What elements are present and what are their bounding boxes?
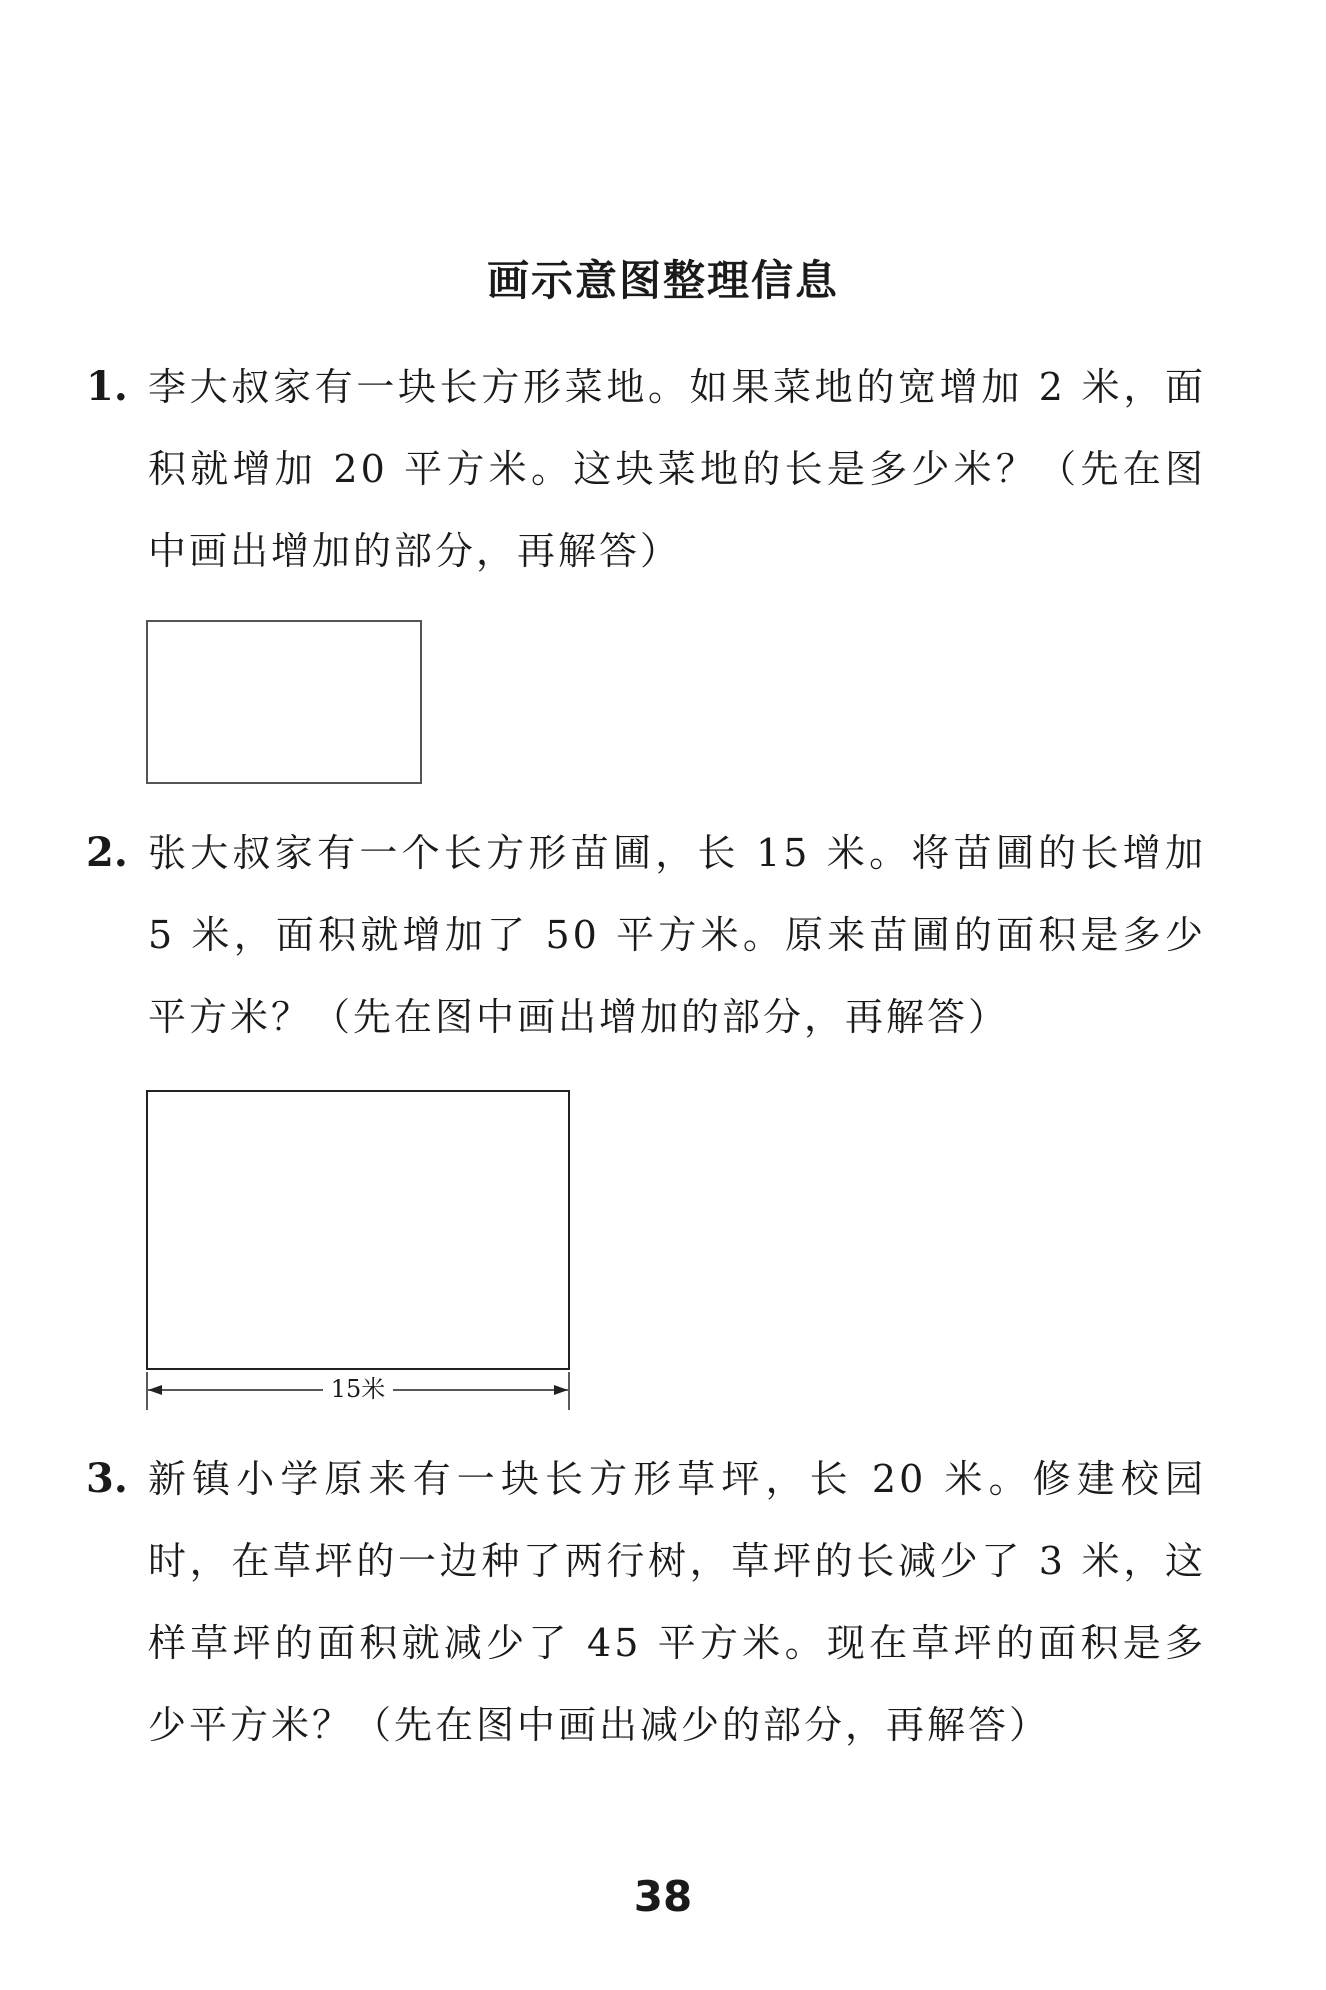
- page-number: 38: [633, 1872, 693, 1921]
- problem-3: [86, 1438, 1206, 1766]
- problem-1: [86, 346, 1206, 592]
- problem-text: 李大叔家有一块长方形菜地。如果菜地的宽增加 2 米，面积就增加 20 平方米。这块菜地的长是多少米？（先在图中画出增加的部分，再解答）: [148, 365, 1206, 573]
- problem-number: 1.: [86, 363, 128, 410]
- page-title: 画示意图整理信息: [486, 256, 839, 305]
- problem-text: 新镇小学原来有一块长方形草坪，长 20 米。修建校园时，在草坪的一边种了两行树，草坪的长减少了 3 米，这样草坪的面积就减少了 45 平方米。现在草坪的面积是多少平方米？（先在图中画出减少的部分，再解答）: [148, 1457, 1206, 1747]
- problem-2: [86, 812, 1206, 1058]
- rectangle-figure-2[interactable]: [146, 1090, 570, 1370]
- problem-text: 张大叔家有一个长方形苗圃，长 15 米。将苗圃的长增加 5 米，面积就增加了 50 平方米。原来苗圃的面积是多少平方米？（先在图中画出增加的部分，再解答）: [148, 831, 1206, 1039]
- rectangle-figure-1[interactable]: [146, 620, 422, 784]
- length-dimension-line: [146, 1372, 570, 1412]
- dimension-label: 15米: [323, 1375, 394, 1403]
- problem-number: 2.: [86, 829, 128, 876]
- problem-number: 3.: [86, 1455, 128, 1502]
